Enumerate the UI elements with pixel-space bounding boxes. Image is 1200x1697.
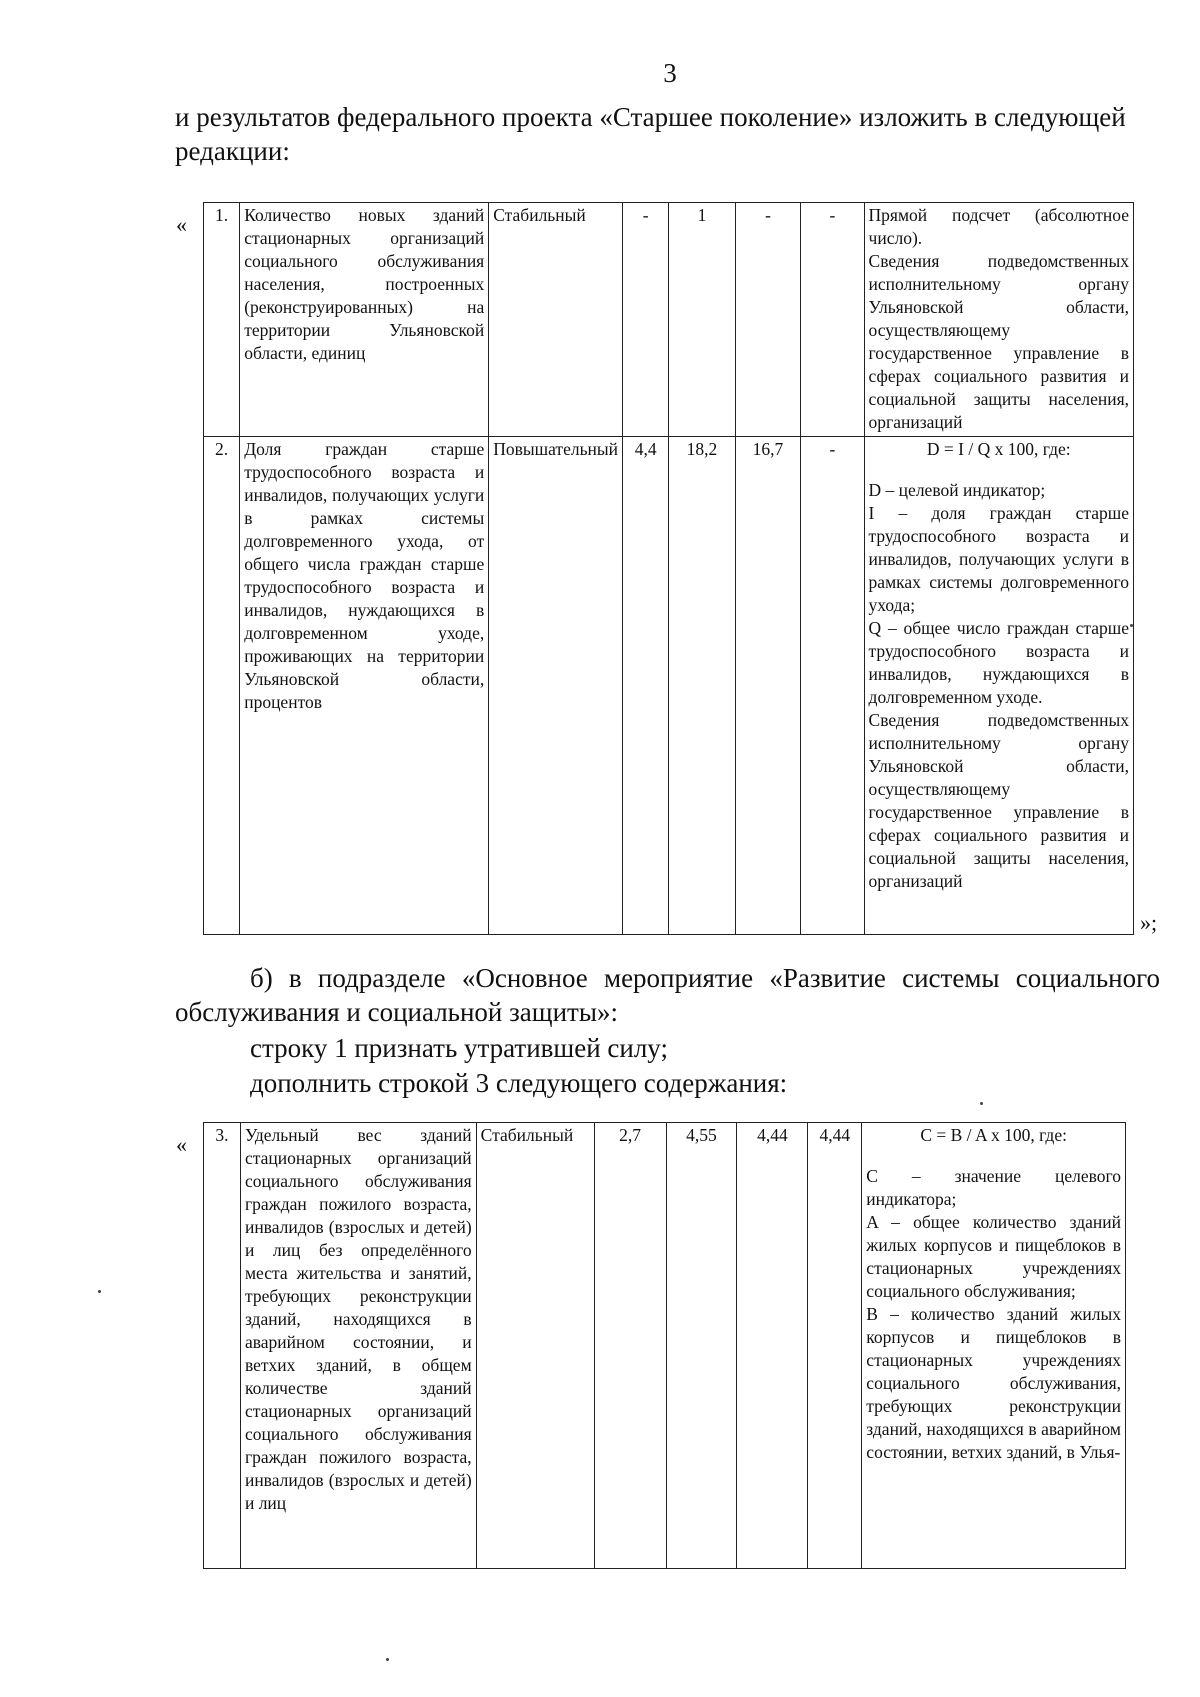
indicator-value: 4,4 xyxy=(623,437,669,935)
open-quote-2: « xyxy=(176,1132,187,1157)
indicator-direction: Стабильный xyxy=(476,1123,594,1569)
indicator-value: 16,7 xyxy=(735,437,801,935)
indicator-value: - xyxy=(801,203,864,437)
row-number: 1. xyxy=(204,203,240,437)
indicator-value: 4,55 xyxy=(666,1123,737,1569)
indicator-name: Удельный вес зданий стационарных организаций социального обслуживания граждан пожилого возраста, инвалидов (взрослых и детей) и лиц без определённого места жительства и занятий, требующих реконструкции зданий, находящихся в аварийном состоянии, и ветхих зданий, в общем количестве зданий стационарных организаций социального обслуживания граждан пожилого возраста, инвалидов (взрослых и детей) и лиц xyxy=(240,1123,476,1569)
section-b-line2: дополнить строкой 3 следующего содержания: xyxy=(250,1068,788,1098)
page-number: 3 xyxy=(663,58,677,88)
indicators-table-1 xyxy=(203,202,1134,935)
indicator-value: - xyxy=(801,437,864,935)
indicator-value: 1 xyxy=(669,203,736,437)
indicator-value: 4,44 xyxy=(808,1123,862,1569)
method-line: B – количество зданий жилых корпусов и пищеблоков в стационарных учреждениях социального обслуживания, требующих реконструкции зданий, находящихся в аварийном состоянии, ветхих зданий, в Улья- xyxy=(866,1304,1121,1462)
method-line: Прямой подсчет (абсолютное число). xyxy=(868,205,1129,248)
table-row xyxy=(204,437,1134,935)
scan-speck xyxy=(1130,624,1133,627)
indicator-value: 18,2 xyxy=(669,437,736,935)
row-number: 3. xyxy=(204,1123,241,1569)
indicator-value: - xyxy=(623,203,669,437)
calculation-method xyxy=(862,1123,1126,1569)
indicators-table-2 xyxy=(203,1122,1126,1569)
method-line: A – общее количество зданий жилых корпусов и пищеблоков в стационарных учреждениях социального обслуживания; xyxy=(866,1212,1121,1301)
method-line: Сведения подведомственных исполнительному органу Ульяновской области, осуществляющему государственное управление в сферах социального развития и социальной защиты населения, организаций xyxy=(868,710,1129,891)
calculation-method xyxy=(864,203,1133,437)
table-row xyxy=(204,203,1134,437)
table-row xyxy=(204,1123,1126,1569)
scan-speck xyxy=(98,1290,101,1293)
indicator-direction: Стабильный xyxy=(489,203,623,437)
intro-paragraph: и результатов федерального проекта «Старшее поколение» изложить в следующей редакции: xyxy=(175,102,1126,166)
method-line: Q – общее число граждан старше трудоспособного возраста и инвалидов, нуждающихся в долговременном уходе. xyxy=(868,618,1129,707)
indicator-name: Количество новых зданий стационарных организаций социального обслуживания населения, построенных (реконструированных) на территории Ульяновской области, единиц xyxy=(240,203,489,437)
method-line: C – значение целевого индикатора; xyxy=(866,1166,1121,1209)
indicator-name: Доля граждан старше трудоспособного возраста и инвалидов, получающих услуги в рамках системы долговременного ухода, от общего числа граждан старше трудоспособного возраста и инвалидов, нуждающихся в долговременном уходе, проживающих на территории Ульяновской области, процентов xyxy=(240,437,489,935)
section-b-heading: б) в подразделе «Основное мероприятие «Развитие системы социального обслуживания и социальной защиты»: xyxy=(175,963,1160,1027)
formula: C = B / A x 100, где: xyxy=(920,1125,1067,1145)
close-quote-1: »; xyxy=(1140,910,1158,935)
method-line: D – целевой индикатор; xyxy=(868,480,1046,500)
calculation-method xyxy=(864,437,1133,935)
scan-speck xyxy=(386,1658,389,1661)
section-b-line1: строку 1 признать утратившей силу; xyxy=(250,1033,668,1063)
open-quote-1: « xyxy=(176,212,187,237)
formula: D = I / Q x 100, где: xyxy=(926,439,1071,459)
scan-speck xyxy=(980,1102,983,1105)
indicator-value: - xyxy=(735,203,801,437)
indicator-value: 2,7 xyxy=(594,1123,666,1569)
method-line: Сведения подведомственных исполнительному органу Ульяновской области, осуществляющему государственное управление в сферах социального развития и социальной защиты населения, организаций xyxy=(868,251,1129,432)
indicator-direction: Повышательный xyxy=(489,437,623,935)
row-number: 2. xyxy=(204,437,240,935)
indicator-value: 4,44 xyxy=(737,1123,808,1569)
method-line: I – доля граждан старше трудоспособного возраста и инвалидов, получающих услуги в рамках системы долговременного ухода; xyxy=(868,503,1129,615)
